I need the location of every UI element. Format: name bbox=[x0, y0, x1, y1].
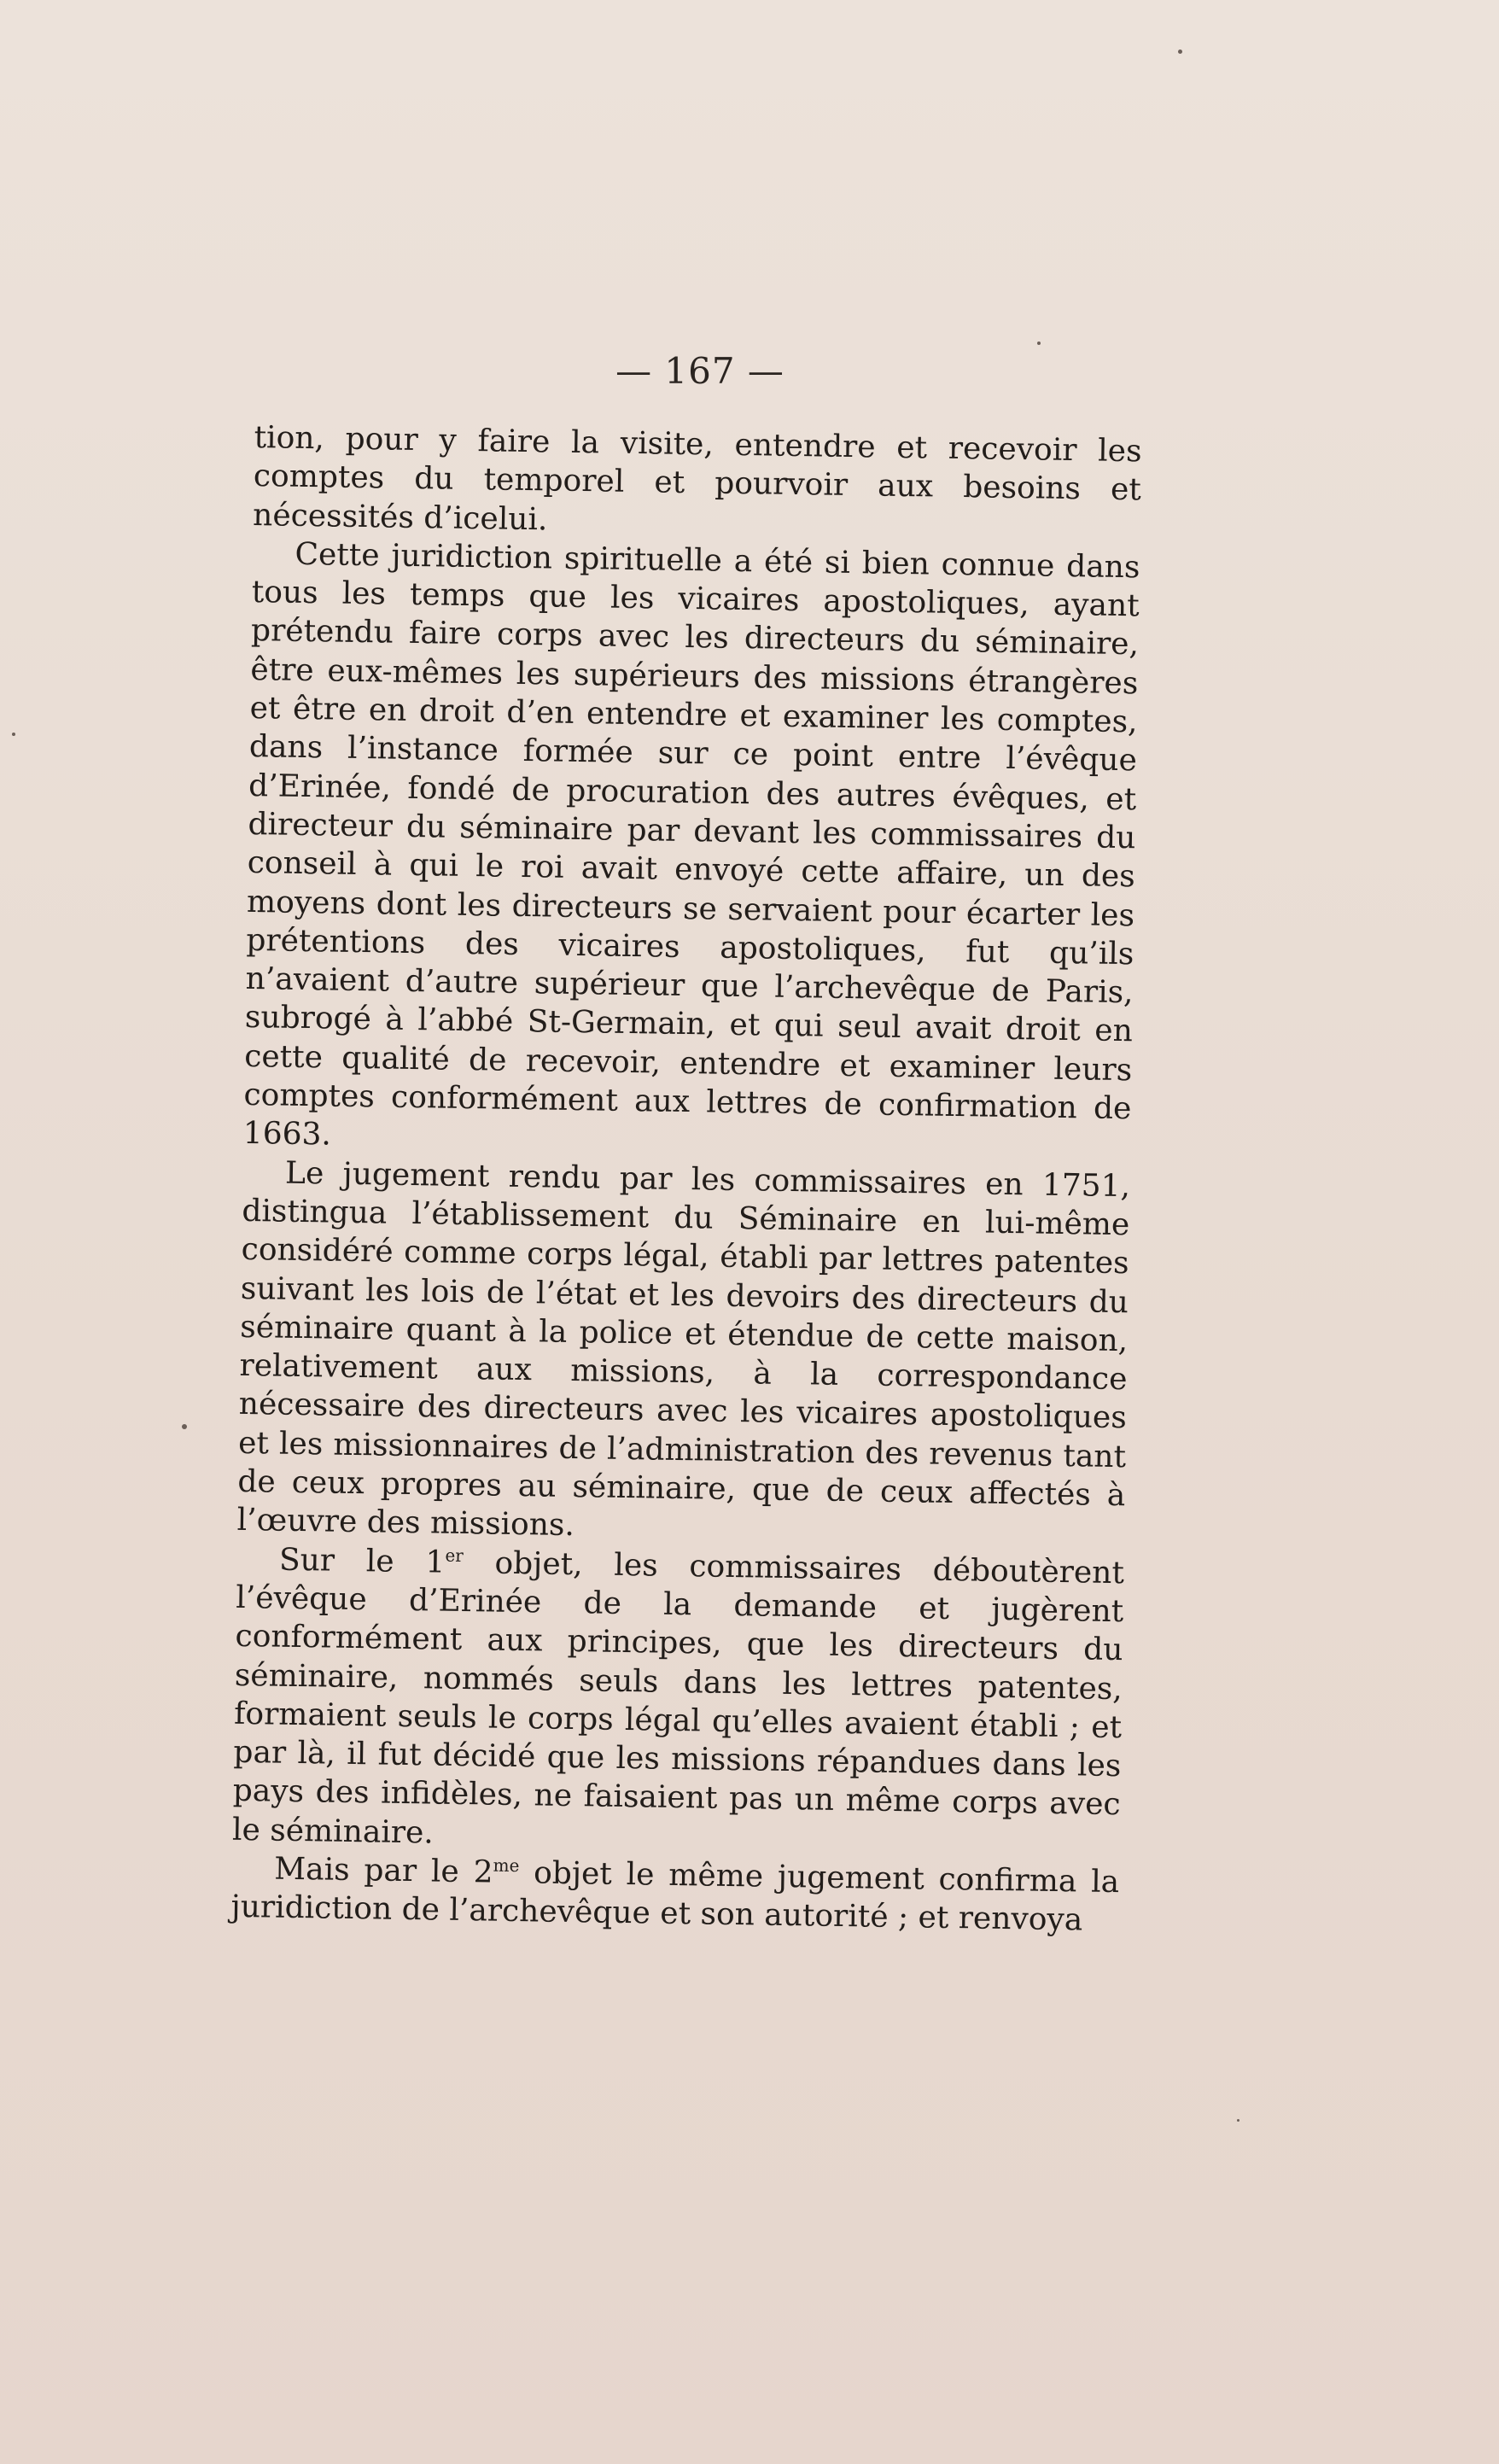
paper-speck bbox=[1237, 2119, 1239, 2122]
paper-speck bbox=[1178, 50, 1182, 54]
paragraph-2: Cette juridiction spirituelle a été si bien connue dans tous les temps que les vicaires apostoliques, ayant prétendu faire corps avec les directeurs du séminaire, être eux-mêmes les supérieurs des missions étrangères et être en droit d’en entendre et examiner les comptes, dans l’instance formée sur ce point entre l’évêque d’Erinée, fondé de procuration des autres évêques, et directeur du séminaire par devant les commissaires du conseil à qui le roi avait envoyé cette affaire, un des moyens dont les directeurs se servaient pour écarter les prétentions des vicaires apostoliques, fut qu’ils n’avaient d’autre supérieur que l’archevêque de Paris, subrogé à l’abbé St-Germain, et qui seul avait droit en cette qualité de recevoir, entendre et examiner leurs comptes conformément aux lettres de confirmation de 1663. bbox=[242, 536, 1140, 1153]
ordinal-superscript: me bbox=[493, 1854, 520, 1877]
paragraph-5-rest: objet le même jugement confirma la juridiction de l’archevêque et son autorité ; et renvoya bbox=[230, 1855, 1120, 1938]
paragraph-5 bbox=[230, 1849, 1119, 1941]
page-number: — 167 — bbox=[615, 350, 784, 392]
paper-speck bbox=[1037, 342, 1041, 345]
ordinal-superscript: er bbox=[445, 1544, 464, 1566]
paragraph-4 bbox=[232, 1539, 1125, 1863]
paragraph-4-start: Sur le 1 bbox=[278, 1542, 446, 1580]
paragraph-3: Le jugement rendu par les commissaires en 1751, distingua l’établissement du Séminaire en lui-même considéré comme corps légal, établi par lettres patentes suivant les lois de l’état et les devoirs des directeurs du séminaire quant à la police et étendue de cette maison, relativement aux missions, à la correspondance nécessaire des directeurs avec les vicaires apostoliques et les missionnaires de l’administration des revenus tant de ceux propres au séminaire, que de ceux affectés à l’œuvre des missions. bbox=[236, 1155, 1131, 1544]
paper-speck bbox=[12, 733, 15, 736]
paragraph-5-start: Mais par le 2 bbox=[273, 1851, 493, 1890]
paragraph-1: tion, pour y faire la visite, entendre et recevoir les comptes du temporel et pourvoir aux besoins et nécessités d’icelui. bbox=[252, 419, 1142, 537]
paragraph-4-rest: objet, les commissaires déboutèrent l’évêque d’Erinée de la demande et jugèrent conformément aux principes, que les directeurs du séminaire, nommés seuls dans les lettres patentes, formaient seuls le corps légal qu’elles avaient établi ; et par là, il fut décidé que les missions répandues dans les pays des infidèles, ne faisaient pas un même corps avec le séminaire. bbox=[231, 1544, 1125, 1851]
body-text bbox=[230, 418, 1142, 1941]
paper-speck bbox=[182, 1424, 187, 1429]
